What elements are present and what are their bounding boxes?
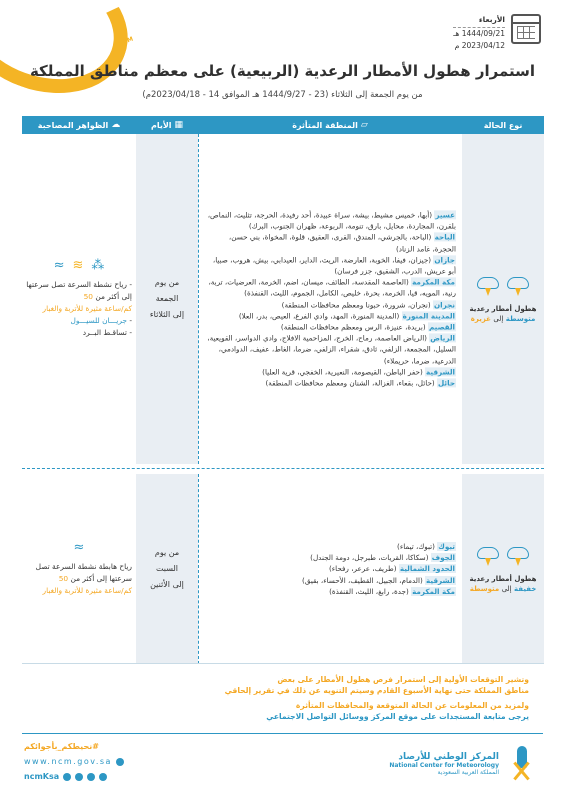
table-row [22,134,544,464]
region-name: حائل [438,378,455,388]
phenomenon-item: رياح هابطة نشطة السرعة تصل سرعتها إلى أكثر من 50 كم/ساعة مثيرة للأتربة والغبار [35,562,132,595]
region-places: (نجران، شرورة، حبونا ومعظم محافظات المنطقة) [281,300,431,309]
brand-arc-text: NCM [117,35,135,48]
header-days: ▦ الأيام [150,120,184,130]
flood-icon: ≋ [72,258,84,273]
days-from: من يوم [154,278,180,287]
table-row [22,474,544,664]
gregorian-date: 2023/04/12 م [454,41,505,50]
region-item [265,378,456,387]
region-item [302,576,456,585]
page-title: استمرار هطول الأمطار الرعدية (الربيعية) على معظم مناطق المملكة [29,62,536,80]
map-icon: ▱ [360,120,368,130]
date-lines [453,14,505,52]
hijri-date: 1444/09/21 هـ [453,29,505,38]
region-places: (حائل، بقعاء، الغزالة، الشنان ومعظم محافظات المنطقة) [265,378,435,388]
region-places: (العاصمة المقدسة، الطائف، ميسان، اضم، الخرمة، العرضيات، تربة، رنية، المويه، قيا، الخرمة، بحرة، خليص، الكامل، الجموم، الليث، القنفذة) [208,277,456,298]
region-name: الرياض [430,333,455,343]
region-places: (الباحة، بالجرشي، المندق، القرى، العقيق، قلوة، المخواة، بني حسن، الحجرة، غامد الزناد) [228,232,456,253]
region-places: (طريف، عرعر، رفحاء) [328,564,397,574]
region-places: (تبوك، تيماء) [397,541,435,551]
snapchat-icon[interactable] [99,773,107,781]
header-area: ▱ المنطقة المتأثرة [292,120,368,130]
days-to: إلى الأثنين [150,580,184,589]
org-name-en: National Center for Meteorology [389,762,499,769]
country-name: المملكة العربية السعودية [437,769,499,776]
regions-list [205,541,456,597]
forecast-table [22,116,544,664]
area-cell [198,474,462,664]
region-name: مكة المكرمة [412,277,455,287]
calendar-icon [511,14,541,44]
cloud-icon: ☁ [111,120,121,130]
org-name-ar: المركز الوطني للأرصاد [398,752,499,762]
region-item [282,300,456,309]
days-cell [136,134,198,464]
region-item [329,564,456,573]
region-item [310,553,456,562]
table-bottom-line [22,663,544,664]
region-item [229,233,456,253]
website-link[interactable]: www.ncm.gov.sa [24,757,124,766]
region-name: نجران [434,300,455,309]
region-places: (المدينة المنورة، المهد، وادي الفرع، العيص، بدر، العلا) [238,311,400,321]
days-start: الجمعة [155,294,179,303]
day-name: الأربعاء [453,14,505,28]
wind-icon: ≈ [53,258,65,273]
region-places: (الدمام، الجبيل، القطيف، الأحساء، بقيق) [302,575,423,585]
header-type: نوع الحالة [483,120,523,130]
region-name: جازان [434,255,455,265]
type-cell [462,474,544,664]
region-item [329,587,456,596]
type-cell [462,134,544,464]
region-places: (حفر الباطن، القيصومة، النعيرية، الخفجي، قرية العليا) [262,367,423,377]
type-name: هطول أمطار رعدية [469,305,537,313]
region-name: مكة المكرمة [412,586,455,596]
table-header [22,116,544,134]
region-name: القصيم [429,322,455,332]
region-places: (بريدة، عنيزة، الرس ومعظم محافظات المنطقة) [280,322,426,332]
region-name: الحدود الشمالية [399,564,455,574]
row-divider [22,468,544,469]
region-name: الشرقية [426,367,455,377]
youtube-icon[interactable] [75,773,83,781]
region-name: المدينة المنورة [402,311,455,321]
thunderstorm-icon [475,275,501,297]
region-item [213,255,456,275]
phenomena-cell [22,134,136,464]
footer-divider [22,733,543,734]
table-body [22,134,544,664]
days-cell [136,474,198,664]
note-forecast: وتشير التوقعات الأولية إلى استمرار فرص هطول الأمطار على بعض مناطق المملكة حتى نهاية الأسبوع القادم وسيتم التنويه عن ذلك في تقرير إلحاقي [224,675,529,695]
thunderstorm-icon [505,275,531,297]
region-places: (جيزان، فيفا، الخوبة، العارضة، الريث، الداير، العيدابي، بيش، هروب، صبيا، أبو عريش، الدرب، الشقيق، جزر فرسان) [212,255,456,276]
region-item [208,210,456,230]
region-places: (جدة، رابغ، الليث، القنفذة) [329,586,409,596]
region-item [262,367,456,376]
hashtag[interactable]: #نحيطكم_بأجوائكم [24,742,99,751]
notes [36,674,529,726]
phenomenon-item: - تساقـط البــرد [82,328,132,337]
region-item [281,322,456,331]
hail-icon: ⁂ [91,258,105,273]
note-more-info: ولمزيد من المعلومات عن الحالة المتوقعة والمحافظات المتأثرة يرجى متابعة المستجدات على موقع المركز ووسائل التواصل الاجتماعي [266,701,529,721]
ncm-logo [389,744,539,784]
page-subtitle: من يوم الجمعة إلى الثلاثاء (23 - 1444/9/27 هـ الموافق 14 - 2023/04/18م) [142,90,423,100]
thunderstorm-icon [475,545,501,567]
region-item [208,278,456,298]
region-name: تبوك [438,541,455,551]
type-intensity: متوسطة إلى غزيرة [470,315,536,323]
phenomenon-item: - جريـــان للسيـــول [70,316,132,325]
social-handle[interactable]: ncmKsa [24,772,107,781]
thunderstorm-icon [505,545,531,567]
region-name: الشرقية [426,575,455,585]
region-places: (الرياض العاصمة، رماح، الخرج، المزاحمية الافلاج، وادي الدواسر، القويعية، السليل، المجمعة، الزلفي، ثادق، شقراء، الزلفي، ضرما، الغاط، عفيف، الدوادمي، الدرعية، ضرما، حريملاء) [207,333,456,366]
regions-list [205,209,456,388]
region-name: الجوف [431,553,455,563]
type-name: هطول أمطار رعدية [469,575,537,583]
globe-icon [116,758,124,766]
days-start: السبت [155,564,179,573]
header-phenomena: ☁ الظواهر المصاحبة [37,120,121,130]
twitter-icon[interactable] [63,773,71,781]
region-item [207,334,456,365]
type-intensity: خفيفة إلى متوسطة [469,585,537,593]
region-name: الباحة [434,232,455,242]
region-name: عسير [435,210,455,220]
saudi-emblem-icon [505,744,539,784]
region-places: (سكاكا، القريات، طبرجل، دومة الجندل) [310,553,429,563]
date-box [453,14,541,52]
phenomenon-item: - رياح نشطة السرعة تصل سرعتها إلى أكثر من 50 كم/ساعة مثيرة للأتربة والغبار [26,280,132,313]
phenomena-cell [22,474,136,664]
days-to: إلى الثلاثاء [149,310,185,319]
wind-icon: ≈ [73,540,85,555]
region-item [397,542,456,551]
region-item [239,311,456,320]
calendar-small-icon: ▦ [174,120,184,130]
instagram-icon[interactable] [87,773,95,781]
region-places: (أبها، خميس مشيط، بيشة، سراة عبيدة، أحد رفيدة، الحرجة، تثليث، النماص، بلقرن، المجاردة، محايل، بارق، تنومة، الربوعة، ظهران الجنوب، البرك) [207,210,456,231]
days-from: من يوم [154,548,180,557]
area-cell [198,134,462,464]
